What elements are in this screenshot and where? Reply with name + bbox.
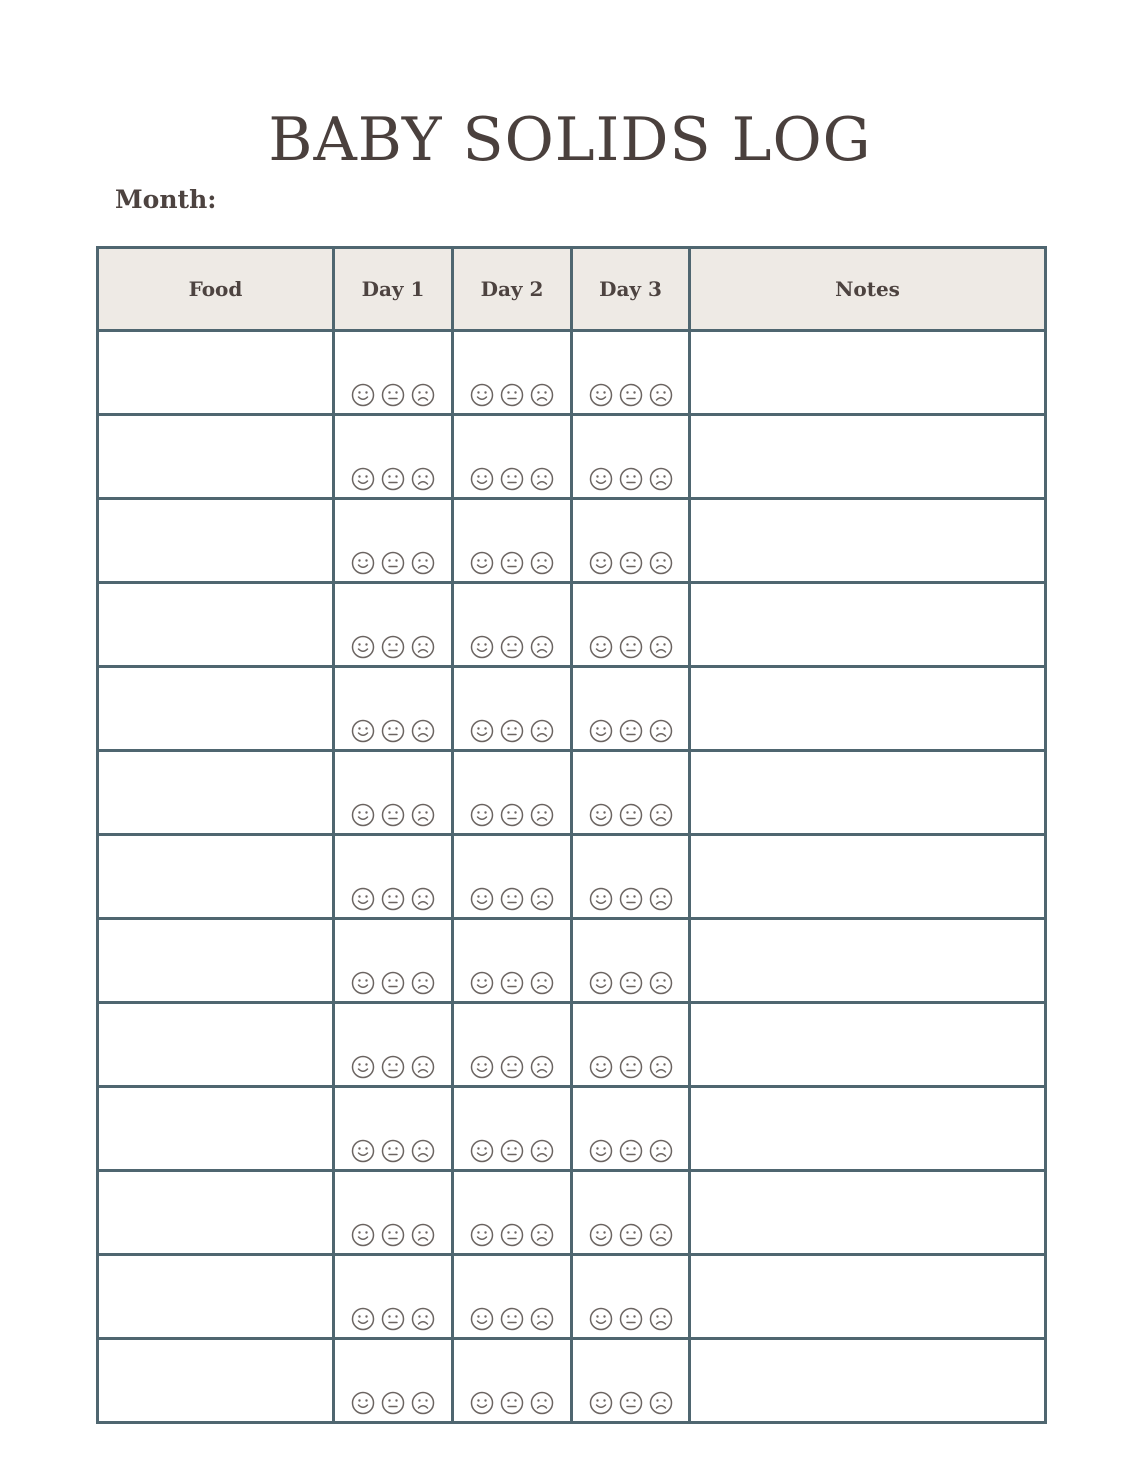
neutral-face-icon[interactable] [500, 551, 524, 575]
day-3-cell [572, 583, 690, 667]
notes-cell[interactable] [690, 331, 1046, 415]
smiley-face-icon[interactable] [351, 1307, 375, 1331]
day-1-cell [334, 1003, 453, 1087]
food-cell[interactable] [98, 583, 334, 667]
header-day-1: Day 1 [334, 248, 453, 331]
log-body [98, 331, 1046, 1423]
day-3-cell [572, 331, 690, 415]
sad-face-icon[interactable] [411, 887, 435, 911]
food-cell[interactable] [98, 751, 334, 835]
smiley-face-icon[interactable] [351, 1223, 375, 1247]
neutral-face-icon[interactable] [381, 1391, 405, 1415]
sad-face-icon[interactable] [649, 719, 673, 743]
food-cell[interactable] [98, 667, 334, 751]
reaction-rating [573, 635, 688, 665]
sad-face-icon[interactable] [649, 971, 673, 995]
reaction-rating [335, 1139, 451, 1169]
smiley-face-icon[interactable] [351, 1139, 375, 1163]
reaction-rating [573, 1223, 688, 1253]
sad-face-icon[interactable] [530, 383, 554, 407]
sad-face-icon[interactable] [530, 971, 554, 995]
food-cell[interactable] [98, 331, 334, 415]
neutral-face-icon[interactable] [619, 1139, 643, 1163]
day-1-cell [334, 1087, 453, 1171]
smiley-face-icon[interactable] [589, 971, 613, 995]
day-2-cell [453, 919, 572, 1003]
day-3-cell [572, 835, 690, 919]
neutral-face-icon[interactable] [500, 1223, 524, 1247]
food-cell[interactable] [98, 1255, 334, 1339]
sad-face-icon[interactable] [649, 635, 673, 659]
smiley-face-icon[interactable] [351, 1055, 375, 1079]
reaction-rating [335, 1223, 451, 1253]
reaction-rating [573, 1139, 688, 1169]
sad-face-icon[interactable] [411, 1139, 435, 1163]
reaction-rating [454, 971, 570, 1001]
food-cell[interactable] [98, 415, 334, 499]
smiley-face-icon[interactable] [589, 1055, 613, 1079]
reaction-rating [335, 551, 451, 581]
sad-face-icon[interactable] [649, 1055, 673, 1079]
day-2-cell [453, 1255, 572, 1339]
food-cell[interactable] [98, 499, 334, 583]
sad-face-icon[interactable] [411, 1307, 435, 1331]
smiley-face-icon[interactable] [589, 1223, 613, 1247]
neutral-face-icon[interactable] [619, 551, 643, 575]
reaction-rating [454, 551, 570, 581]
reaction-rating [454, 803, 570, 833]
sad-face-icon[interactable] [530, 719, 554, 743]
smiley-face-icon[interactable] [470, 971, 494, 995]
day-3-cell [572, 1003, 690, 1087]
neutral-face-icon[interactable] [381, 1307, 405, 1331]
reaction-rating [335, 971, 451, 1001]
header-food: Food [98, 248, 334, 331]
smiley-face-icon[interactable] [470, 467, 494, 491]
day-1-cell [334, 583, 453, 667]
smiley-face-icon[interactable] [470, 1055, 494, 1079]
neutral-face-icon[interactable] [500, 467, 524, 491]
neutral-face-icon[interactable] [500, 803, 524, 827]
food-cell[interactable] [98, 919, 334, 1003]
header-notes: Notes [690, 248, 1046, 331]
neutral-face-icon[interactable] [500, 635, 524, 659]
sad-face-icon[interactable] [411, 1055, 435, 1079]
day-2-cell [453, 499, 572, 583]
neutral-face-icon[interactable] [619, 971, 643, 995]
table-row [98, 1087, 1046, 1171]
smiley-face-icon[interactable] [351, 719, 375, 743]
reaction-rating [335, 1307, 451, 1337]
sad-face-icon[interactable] [649, 887, 673, 911]
sad-face-icon[interactable] [411, 467, 435, 491]
sad-face-icon[interactable] [530, 1139, 554, 1163]
smiley-face-icon[interactable] [351, 887, 375, 911]
sad-face-icon[interactable] [411, 1223, 435, 1247]
smiley-face-icon[interactable] [351, 803, 375, 827]
header-day-2: Day 2 [453, 248, 572, 331]
neutral-face-icon[interactable] [381, 383, 405, 407]
neutral-face-icon[interactable] [619, 887, 643, 911]
reaction-rating [573, 719, 688, 749]
sad-face-icon[interactable] [649, 1307, 673, 1331]
neutral-face-icon[interactable] [381, 719, 405, 743]
reaction-rating [454, 1223, 570, 1253]
smiley-face-icon[interactable] [470, 551, 494, 575]
neutral-face-icon[interactable] [381, 971, 405, 995]
smiley-face-icon[interactable] [589, 551, 613, 575]
smiley-face-icon[interactable] [589, 635, 613, 659]
sad-face-icon[interactable] [530, 1307, 554, 1331]
sad-face-icon[interactable] [411, 1391, 435, 1415]
reaction-rating [335, 803, 451, 833]
sad-face-icon[interactable] [411, 551, 435, 575]
day-1-cell [334, 919, 453, 1003]
table-row [98, 1255, 1046, 1339]
reaction-rating [335, 719, 451, 749]
food-cell[interactable] [98, 1003, 334, 1087]
notes-cell[interactable] [690, 583, 1046, 667]
neutral-face-icon[interactable] [619, 635, 643, 659]
reaction-rating [454, 887, 570, 917]
smiley-face-icon[interactable] [351, 635, 375, 659]
day-1-cell [334, 751, 453, 835]
reaction-rating [335, 383, 451, 413]
smiley-face-icon[interactable] [470, 803, 494, 827]
smiley-face-icon[interactable] [589, 719, 613, 743]
notes-cell[interactable] [690, 1003, 1046, 1087]
reaction-rating [573, 1055, 688, 1085]
table-row [98, 919, 1046, 1003]
smiley-face-icon[interactable] [470, 1391, 494, 1415]
page-title: BABY SOLIDS LOG [268, 105, 872, 175]
sad-face-icon[interactable] [530, 551, 554, 575]
neutral-face-icon[interactable] [500, 971, 524, 995]
food-cell[interactable] [98, 835, 334, 919]
neutral-face-icon[interactable] [381, 1055, 405, 1079]
table-header-row [98, 248, 1046, 331]
sad-face-icon[interactable] [649, 551, 673, 575]
neutral-face-icon[interactable] [500, 383, 524, 407]
table-row [98, 667, 1046, 751]
notes-cell[interactable] [690, 415, 1046, 499]
smiley-face-icon[interactable] [589, 803, 613, 827]
day-3-cell [572, 667, 690, 751]
reaction-rating [335, 635, 451, 665]
day-3-cell [572, 499, 690, 583]
reaction-rating [335, 1055, 451, 1085]
day-2-cell [453, 1339, 572, 1423]
day-2-cell [453, 331, 572, 415]
reaction-rating [335, 467, 451, 497]
neutral-face-icon[interactable] [381, 467, 405, 491]
day-2-cell [453, 583, 572, 667]
neutral-face-icon[interactable] [381, 1223, 405, 1247]
day-3-cell [572, 1339, 690, 1423]
sad-face-icon[interactable] [530, 467, 554, 491]
day-3-cell [572, 751, 690, 835]
smiley-face-icon[interactable] [470, 719, 494, 743]
day-3-cell [572, 1087, 690, 1171]
smiley-face-icon[interactable] [589, 887, 613, 911]
table-row [98, 583, 1046, 667]
food-cell[interactable] [98, 1339, 334, 1423]
smiley-face-icon[interactable] [351, 971, 375, 995]
reaction-rating [573, 383, 688, 413]
neutral-face-icon[interactable] [619, 719, 643, 743]
reaction-rating [573, 467, 688, 497]
reaction-rating [454, 467, 570, 497]
neutral-face-icon[interactable] [381, 803, 405, 827]
notes-cell[interactable] [690, 667, 1046, 751]
month-field[interactable] [220, 182, 520, 218]
smiley-face-icon[interactable] [470, 1223, 494, 1247]
smiley-face-icon[interactable] [589, 1139, 613, 1163]
notes-cell[interactable] [690, 1339, 1046, 1423]
day-2-cell [453, 835, 572, 919]
notes-cell[interactable] [690, 751, 1046, 835]
sad-face-icon[interactable] [649, 1139, 673, 1163]
neutral-face-icon[interactable] [500, 719, 524, 743]
day-1-cell [334, 1171, 453, 1255]
neutral-face-icon[interactable] [619, 467, 643, 491]
reaction-rating [335, 1391, 451, 1421]
smiley-face-icon[interactable] [589, 1391, 613, 1415]
day-2-cell [453, 667, 572, 751]
neutral-face-icon[interactable] [500, 1391, 524, 1415]
neutral-face-icon[interactable] [500, 1055, 524, 1079]
sad-face-icon[interactable] [649, 467, 673, 491]
sad-face-icon[interactable] [530, 1223, 554, 1247]
sad-face-icon[interactable] [411, 635, 435, 659]
notes-cell[interactable] [690, 1087, 1046, 1171]
neutral-face-icon[interactable] [619, 383, 643, 407]
day-2-cell [453, 1087, 572, 1171]
table-row [98, 331, 1046, 415]
day-2-cell [453, 415, 572, 499]
day-1-cell [334, 1339, 453, 1423]
sad-face-icon[interactable] [649, 383, 673, 407]
sad-face-icon[interactable] [411, 803, 435, 827]
smiley-face-icon[interactable] [589, 467, 613, 491]
reaction-rating [454, 635, 570, 665]
smiley-face-icon[interactable] [589, 383, 613, 407]
reaction-rating [573, 1391, 688, 1421]
smiley-face-icon[interactable] [470, 383, 494, 407]
sad-face-icon[interactable] [530, 1055, 554, 1079]
table-row [98, 835, 1046, 919]
notes-cell[interactable] [690, 1171, 1046, 1255]
smiley-face-icon[interactable] [470, 887, 494, 911]
neutral-face-icon[interactable] [619, 1391, 643, 1415]
day-1-cell [334, 415, 453, 499]
notes-cell[interactable] [690, 919, 1046, 1003]
day-1-cell [334, 331, 453, 415]
day-2-cell [453, 1003, 572, 1087]
sad-face-icon[interactable] [649, 1391, 673, 1415]
month-label: Month: [115, 185, 217, 214]
neutral-face-icon[interactable] [381, 551, 405, 575]
day-2-cell [453, 751, 572, 835]
header-day-3: Day 3 [572, 248, 690, 331]
food-cell[interactable] [98, 1087, 334, 1171]
neutral-face-icon[interactable] [381, 635, 405, 659]
sad-face-icon[interactable] [411, 719, 435, 743]
table-row [98, 1339, 1046, 1423]
smiley-face-icon[interactable] [470, 635, 494, 659]
sad-face-icon[interactable] [649, 1223, 673, 1247]
day-3-cell [572, 919, 690, 1003]
day-1-cell [334, 835, 453, 919]
neutral-face-icon[interactable] [619, 1223, 643, 1247]
sad-face-icon[interactable] [411, 383, 435, 407]
day-1-cell [334, 499, 453, 583]
sad-face-icon[interactable] [530, 1391, 554, 1415]
reaction-rating [335, 887, 451, 917]
smiley-face-icon[interactable] [351, 551, 375, 575]
reaction-rating [573, 1307, 688, 1337]
solids-log-table [96, 246, 1047, 1424]
reaction-rating [454, 1139, 570, 1169]
food-cell[interactable] [98, 1171, 334, 1255]
smiley-face-icon[interactable] [351, 467, 375, 491]
day-1-cell [334, 1255, 453, 1339]
neutral-face-icon[interactable] [500, 1307, 524, 1331]
table-row [98, 1171, 1046, 1255]
day-2-cell [453, 1171, 572, 1255]
smiley-face-icon[interactable] [351, 1391, 375, 1415]
sad-face-icon[interactable] [649, 803, 673, 827]
table-row [98, 415, 1046, 499]
notes-cell[interactable] [690, 1255, 1046, 1339]
reaction-rating [573, 803, 688, 833]
day-1-cell [334, 667, 453, 751]
reaction-rating [454, 1055, 570, 1085]
reaction-rating [454, 1391, 570, 1421]
notes-cell[interactable] [690, 499, 1046, 583]
day-3-cell [572, 1171, 690, 1255]
neutral-face-icon[interactable] [500, 1139, 524, 1163]
sad-face-icon[interactable] [530, 635, 554, 659]
table-row [98, 751, 1046, 835]
neutral-face-icon[interactable] [381, 887, 405, 911]
sad-face-icon[interactable] [411, 971, 435, 995]
reaction-rating [573, 971, 688, 1001]
sad-face-icon[interactable] [530, 887, 554, 911]
smiley-face-icon[interactable] [589, 1307, 613, 1331]
reaction-rating [573, 551, 688, 581]
sad-face-icon[interactable] [530, 803, 554, 827]
neutral-face-icon[interactable] [619, 803, 643, 827]
smiley-face-icon[interactable] [351, 383, 375, 407]
reaction-rating [454, 383, 570, 413]
smiley-face-icon[interactable] [470, 1139, 494, 1163]
day-3-cell [572, 415, 690, 499]
neutral-face-icon[interactable] [500, 887, 524, 911]
table-row [98, 1003, 1046, 1087]
notes-cell[interactable] [690, 835, 1046, 919]
reaction-rating [454, 1307, 570, 1337]
table-row [98, 499, 1046, 583]
reaction-rating [454, 719, 570, 749]
neutral-face-icon[interactable] [619, 1055, 643, 1079]
reaction-rating [573, 887, 688, 917]
day-3-cell [572, 1255, 690, 1339]
neutral-face-icon[interactable] [381, 1139, 405, 1163]
smiley-face-icon[interactable] [470, 1307, 494, 1331]
neutral-face-icon[interactable] [619, 1307, 643, 1331]
